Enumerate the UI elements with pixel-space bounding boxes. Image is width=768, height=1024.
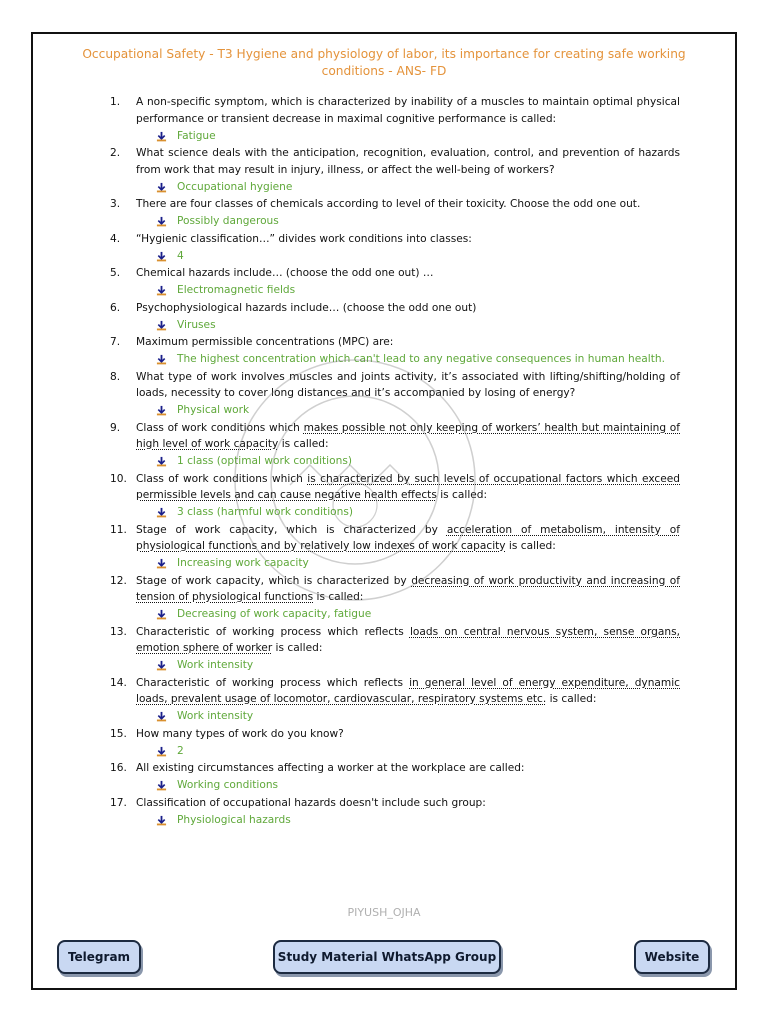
question-text-part: is called: xyxy=(505,540,556,552)
answer-arrow-icon xyxy=(156,780,167,791)
answer-text: Possibly dangerous xyxy=(177,215,279,228)
question-text xyxy=(136,675,680,708)
question-text-part: Chemical hazards include… (choose the odd one out) … xyxy=(136,267,434,279)
question-number: 2. xyxy=(110,147,121,159)
answer-text: The highest concentration which can't lead to any negative consequences in human health. xyxy=(177,353,665,366)
question-text-part: Psychophysiological hazards include… (choose the odd one out) xyxy=(136,301,477,314)
answer-arrow-icon xyxy=(156,609,167,620)
question-number: 11. xyxy=(110,523,127,536)
question-number: 14. xyxy=(110,676,127,689)
question-text-part: is called: xyxy=(272,642,323,654)
answer-line xyxy=(156,213,680,231)
question-number: 15. xyxy=(110,727,127,740)
answer-text: 4 xyxy=(177,249,184,262)
answer-arrow-icon xyxy=(156,456,167,467)
question-item xyxy=(110,760,680,795)
answer-line xyxy=(156,178,680,196)
question-text xyxy=(136,265,680,282)
website-button[interactable]: Website xyxy=(634,940,710,974)
answer-text: Decreasing of work capacity, fatigue xyxy=(177,608,372,621)
answer-arrow-icon xyxy=(156,354,167,365)
question-number: 13. xyxy=(110,625,127,638)
answer-arrow-icon xyxy=(156,405,167,416)
question-item xyxy=(110,94,680,145)
question-text-part: Maximum permissible concentrations (MPC) are: xyxy=(136,336,394,348)
answer-line xyxy=(156,742,680,760)
question-emphasis: acceleration of metabolism, intensity of physiological functions and by relatively low indexes of work capacity xyxy=(136,523,680,552)
question-emphasis: in general level of energy expenditure, dynamic loads, prevalent usage of locomotor, cardiovascular, respiratory systems etc. xyxy=(136,676,680,705)
question-number: 1. xyxy=(110,96,121,108)
question-number: 8. xyxy=(110,370,121,383)
question-text xyxy=(136,334,680,351)
question-item xyxy=(110,300,680,335)
answer-text: Work intensity xyxy=(177,659,254,672)
question-item xyxy=(110,265,680,300)
watermark-stamp-icon xyxy=(230,355,480,605)
page-title: Occupational Safety - T3 Hygiene and physiology of labor, its importance for creating safe working conditions - ANS- FD xyxy=(82,47,686,78)
answer-arrow-icon xyxy=(156,251,167,262)
question-text-part: is called: xyxy=(546,693,597,705)
question-text xyxy=(136,760,680,777)
question-item xyxy=(110,675,680,726)
question-item xyxy=(110,231,680,266)
question-text-part: What science deals with the anticipation, recognition, evaluation, control, and prevention of hazards from work that may result in injury, illness, or affect the well-being of workers? xyxy=(136,147,680,176)
answer-arrow-icon xyxy=(156,746,167,757)
question-item xyxy=(110,145,680,196)
question-number: 9. xyxy=(110,421,121,434)
answer-arrow-icon xyxy=(156,507,167,518)
question-text-part: is called: xyxy=(436,489,488,501)
question-text xyxy=(136,726,680,743)
answer-text: Work intensity xyxy=(177,710,254,723)
question-text xyxy=(136,196,680,213)
answer-text: Physiological hazards xyxy=(177,813,291,826)
question-emphasis: is characterized by such levels of occupational factors which exceed permissible levels and can cause negative health effects xyxy=(136,472,681,501)
question-text-part: “Hygienic classification…” divides work conditions into classes: xyxy=(136,232,472,245)
question-number: 16. xyxy=(110,762,127,774)
answer-line xyxy=(156,657,680,675)
question-number: 10. xyxy=(110,472,127,485)
answer-arrow-icon xyxy=(156,182,167,193)
question-number: 3. xyxy=(110,198,121,210)
question-text xyxy=(136,795,680,812)
answer-line xyxy=(156,777,680,795)
question-number: 12. xyxy=(110,574,127,587)
question-emphasis: decreasing of work productivity and increasing of tension of physiological functions xyxy=(136,574,680,603)
question-number: 6. xyxy=(110,301,121,314)
answer-text: 1 class (optimal work conditions) xyxy=(177,455,352,468)
question-text-part: Stage of work capacity, which is characterized by xyxy=(136,574,412,587)
answer-text: Viruses xyxy=(177,318,216,331)
question-text-part: Stage of work capacity, which is characterized by xyxy=(136,523,447,536)
answer-arrow-icon xyxy=(156,815,167,826)
question-text-part: Characteristic of working process which reflects xyxy=(136,676,410,689)
question-number: 7. xyxy=(110,336,121,348)
author-name: PIYUSH_OJHA xyxy=(347,906,421,919)
answer-text: Electromagnetic fields xyxy=(177,284,296,297)
question-text xyxy=(136,145,680,178)
answer-line xyxy=(156,247,680,265)
answer-text: Physical work xyxy=(177,404,250,417)
question-text-part: A non-specific symptom, which is characterized by inability of a muscles to maintain optimal physical performance or transient decrease in maximal cognitive performance is called: xyxy=(136,96,680,125)
question-text-part: Class of work conditions which xyxy=(136,472,308,485)
question-text-part: What type of work involves muscles and joints activity, it’s associated with lifting/shifting/holding of loads, necessity to cover long distances and it’s accompanied by losing of energy? xyxy=(136,370,680,399)
answer-arrow-icon xyxy=(156,660,167,671)
question-text-part: There are four classes of chemicals according to level of their toxicity. Choose the odd one out. xyxy=(136,198,641,210)
question-text xyxy=(136,231,680,248)
question-emphasis: loads on central nervous system, sense organs, emotion sphere of worker xyxy=(136,625,680,654)
question-text xyxy=(136,300,680,317)
question-text-part: All existing circumstances affecting a worker at the workplace are called: xyxy=(136,762,525,774)
question-text xyxy=(136,94,680,127)
question-number: 5. xyxy=(110,267,121,279)
answer-line xyxy=(156,282,680,300)
answer-text: Fatigue xyxy=(177,129,216,142)
answer-text: Increasing work capacity xyxy=(177,557,309,570)
answer-line xyxy=(156,708,680,726)
question-number: 17. xyxy=(110,796,127,809)
whatsapp-group-button[interactable]: Study Material WhatsApp Group xyxy=(273,940,501,974)
answer-arrow-icon xyxy=(156,216,167,227)
answer-text: Occupational hygiene xyxy=(177,180,293,193)
question-text-part: Characteristic of working process which reflects xyxy=(136,625,410,638)
question-text-part: Classification of occupational hazards doesn't include such group: xyxy=(136,796,486,809)
question-text-part: How many types of work do you know? xyxy=(136,727,344,740)
question-text-part: Class of work conditions which xyxy=(136,421,304,434)
question-text xyxy=(136,624,680,657)
answer-arrow-icon xyxy=(156,320,167,331)
question-text-part: is called: xyxy=(313,591,364,603)
answer-text: 2 xyxy=(177,744,184,757)
answer-arrow-icon xyxy=(156,285,167,296)
question-item xyxy=(110,196,680,231)
answer-line xyxy=(156,127,680,145)
question-text-part: is called: xyxy=(278,438,329,450)
answer-arrow-icon xyxy=(156,711,167,722)
question-emphasis: makes possible not only keeping of workers’ health but maintaining of high level of work capacity xyxy=(136,421,681,450)
answer-line xyxy=(156,811,680,829)
question-number: 4. xyxy=(110,232,121,245)
answer-arrow-icon xyxy=(156,131,167,142)
question-item xyxy=(110,795,680,830)
answer-line xyxy=(156,316,680,334)
question-item xyxy=(110,726,680,761)
answer-text: Working conditions xyxy=(177,779,279,792)
answer-text: 3 class (harmful work conditions) xyxy=(177,506,353,519)
answer-line xyxy=(156,606,680,624)
telegram-button[interactable]: Telegram xyxy=(57,940,141,974)
question-item xyxy=(110,624,680,675)
answer-arrow-icon xyxy=(156,558,167,569)
